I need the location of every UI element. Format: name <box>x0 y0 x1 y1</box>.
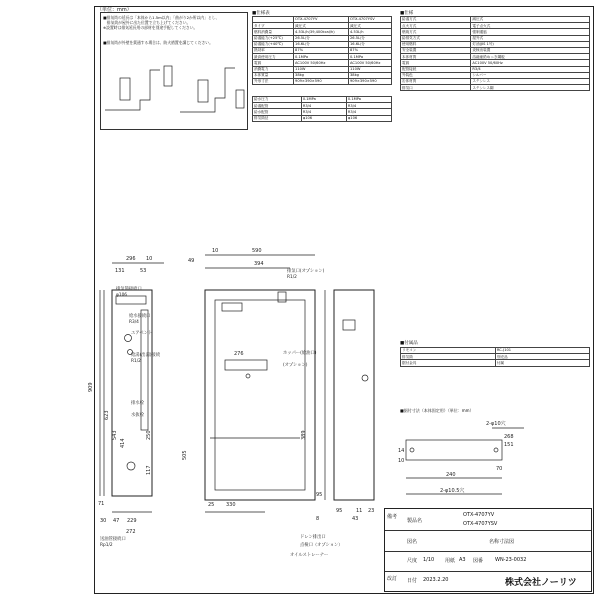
spec-value: 87% <box>294 47 349 53</box>
spec-value: RC-J101 <box>495 348 589 354</box>
tb-side-top: 備考 <box>387 514 398 520</box>
spec-label: 排気筒 <box>401 354 496 360</box>
chimney-sketch-left <box>164 66 172 86</box>
spec-value: 4.53L/h(39,400kcal/h) <box>294 29 349 35</box>
tb-row2-label: 図名 <box>407 539 418 545</box>
title-block <box>384 508 592 592</box>
dim-505: 505 <box>182 450 188 460</box>
dim-2-10: 2-φ10穴 <box>486 421 506 427</box>
rear-panel <box>343 320 355 330</box>
side-cover <box>225 360 267 370</box>
tb-date-label: 日付 <box>407 578 418 584</box>
spec-value: 26.5L/分 <box>349 35 392 41</box>
spec-value: ステンレス <box>471 78 590 84</box>
spec-value: 減圧式 <box>471 17 590 23</box>
callout-oil-size: Rp1/2 <box>100 543 113 548</box>
spec-value: 110W <box>349 66 392 72</box>
spec-value: 38kg <box>349 72 392 78</box>
dim-71: 71 <box>98 501 105 507</box>
spec-value: 0.1MPa <box>301 97 346 103</box>
dim-240: 240 <box>446 472 456 478</box>
dim-11: 11 <box>356 508 363 514</box>
tb-row1-label: 製品名 <box>407 518 423 524</box>
rear-fitting <box>362 375 368 381</box>
callout-drain2: 水抜栓 <box>131 413 144 418</box>
dim-43: 43 <box>352 516 359 522</box>
spec-label: 配管接続 <box>401 66 471 72</box>
unit-sketch-left <box>120 78 130 100</box>
spec-label: 最高使用圧力 <box>253 54 294 60</box>
dim-229: 229 <box>127 518 137 524</box>
dim-590: 590 <box>252 248 262 254</box>
callout-hot-out: 給湯(出湯)接続 <box>131 353 161 358</box>
dim-394: 394 <box>254 261 264 267</box>
dim-70: 70 <box>496 466 503 472</box>
spec-value: 0.1MPa <box>346 97 391 103</box>
rear-body <box>334 290 374 500</box>
dim-8: 8 <box>316 516 320 522</box>
spec-value: シルバー <box>471 72 590 78</box>
spec-value: φ106 <box>301 115 346 121</box>
spec-value: 電子点火式 <box>471 23 590 29</box>
tb-size-label: 用紙 <box>445 558 456 564</box>
spec-label: 消費電力 <box>253 66 294 72</box>
spec-value: 4.53L/h <box>349 29 392 35</box>
spec-label: タイプ <box>253 23 294 29</box>
spec-value: R3/4 <box>301 109 346 115</box>
spec-value: 減圧式 <box>294 23 349 29</box>
spec-label: 給湯方式 <box>401 17 471 23</box>
spec-value: AC100V 50/60Hz <box>349 60 392 66</box>
dim-151: 151 <box>504 442 514 448</box>
dim-272: 272 <box>126 529 136 535</box>
base-plan <box>406 440 502 460</box>
dim-10b: 10 <box>212 248 219 254</box>
note-line-2: 排気筒が屋外に出た位置で立ち上げてください。 <box>103 20 191 25</box>
spec-value: AC100V 50/60Hz <box>294 60 349 66</box>
dim-276: 276 <box>234 351 244 357</box>
spec-value: 灯油(JIS 1号) <box>471 41 590 47</box>
callout-oil-strainer: オイルストレーナー <box>290 553 329 558</box>
spec-value: R3/4 <box>346 109 391 115</box>
spec-value: R3/4 <box>471 66 590 72</box>
spec-value: 0.1MPa <box>349 54 392 60</box>
spec-value: 溶融亜鉛めっき鋼板 <box>471 54 590 60</box>
dim-23: 23 <box>368 508 375 514</box>
spec-label: 給湯能力(+25℃) <box>253 35 294 41</box>
spec-value: 16.6L/分 <box>349 41 392 47</box>
pipe-sketch-left <box>105 70 160 110</box>
dim-268: 268 <box>504 434 514 440</box>
tb-date-value: 2023.2.20 <box>423 577 449 583</box>
side-top-fitting <box>222 303 242 311</box>
spec-label: 本体質量 <box>253 72 294 78</box>
dim-14: 14 <box>398 448 405 454</box>
dim-95b: 95 <box>336 508 343 514</box>
dim-30: 30 <box>100 518 107 524</box>
company-name: 株式会社ノーリツ <box>505 578 577 588</box>
spec-value: φ106 <box>346 115 391 121</box>
dim-47: 47 <box>113 518 120 524</box>
spec-value: R3/4 <box>346 103 391 109</box>
base-section-title: ■据付寸法（本体固定用）（単位：mm） <box>400 408 474 413</box>
spec-label: 給湯配管 <box>253 103 302 109</box>
dim-296: 296 <box>126 256 136 262</box>
spec-label: 電源 <box>253 60 294 66</box>
callout-hopper: ホッパー(給油口) <box>283 351 317 356</box>
spec-value: 909×390×590 <box>349 78 392 84</box>
dim-909: 909 <box>88 382 94 392</box>
note-line-1: ■排気筒の延長は「本体から1.5m以内」「曲がり2か所以内」とし、 <box>103 15 220 20</box>
spec-label: 給排気方式 <box>401 35 471 41</box>
callout-hopper-note: (オプション) <box>283 363 308 368</box>
spec-label: 電源 <box>401 60 471 66</box>
spec-label: 給水配管 <box>253 109 302 115</box>
tb-scale-value: 1/10 <box>423 557 435 563</box>
callout-drain-bottom: ドレン排出口 <box>300 535 326 540</box>
spec-label: 点火方式 <box>401 23 471 29</box>
callout-exhaust-top: 排気筒接続口 <box>116 287 142 292</box>
spec-value: 110W <box>294 66 349 72</box>
tb-side-bot: 改訂 <box>387 576 398 582</box>
dim-131: 131 <box>115 268 125 274</box>
side-hopper <box>278 292 286 302</box>
spec-label: 使用燃料 <box>401 41 471 47</box>
spec-model-1: OTX-4707YV <box>294 17 349 23</box>
spec-label: 燃焼方式 <box>401 29 471 35</box>
dim-53: 53 <box>140 268 147 274</box>
spec-value: 屋外式 <box>471 35 590 41</box>
side-body <box>205 290 315 500</box>
spec-value: 別売品 <box>495 354 589 360</box>
spec-label: 排気口 <box>401 85 471 91</box>
spec-value: 減圧式 <box>349 23 392 29</box>
spec-value: 909×390×590 <box>294 78 349 84</box>
callout-hot-out-size: R1/2 <box>131 359 141 364</box>
spec-label: 給水圧力 <box>253 97 302 103</box>
dim-95: 95 <box>316 492 323 498</box>
callout-oil-in: 送油管接続口 <box>100 537 126 542</box>
spec-label: 給湯能力(+40℃) <box>253 41 294 47</box>
spec-label: 据付金具 <box>401 360 496 366</box>
title-divider-3 <box>385 571 591 572</box>
right-spec-title: ■仕様 <box>400 11 414 16</box>
spec-value: AC100V 50/60Hz <box>471 60 590 66</box>
callout-exhaust-mid: 排気口(オプション) <box>287 269 325 274</box>
spec-label: 排気筒径 <box>253 115 302 121</box>
spec-value: 0.1MPa <box>294 54 349 60</box>
dim-2-410: 2-φ10.5穴 <box>440 488 465 494</box>
spec-value: 16.6L/分 <box>294 41 349 47</box>
dim-389: 389 <box>301 430 307 440</box>
callout-supply-size: R3/4 <box>129 320 139 325</box>
front-fitting-3 <box>127 462 135 470</box>
dim-49: 49 <box>188 258 195 264</box>
spec-label: 外装色 <box>401 72 471 78</box>
dim-10c: 10 <box>398 458 405 464</box>
spec-label: リモコン <box>401 348 496 354</box>
front-side-pipe <box>141 310 148 430</box>
callout-drain: 排水栓 <box>131 401 144 406</box>
spec-label: 本体材質 <box>401 54 471 60</box>
spec-value: 炎検出装置 <box>471 47 590 53</box>
unit-label: （単位：mm） <box>97 7 132 13</box>
dim-25: 25 <box>208 502 215 508</box>
chimney-sketch-right <box>236 90 244 108</box>
tb-model-1: OTX-4707YV <box>463 512 495 518</box>
spec-value: 87% <box>349 47 392 53</box>
base-hole-1 <box>410 448 414 452</box>
dim-543: 543 <box>112 430 118 440</box>
spec-label: 安全装置 <box>401 47 471 53</box>
tb-scale-label: 尺度 <box>407 558 418 564</box>
callout-exhaust-size: φ106 <box>116 293 128 298</box>
tb-drawing-no-label: 図番 <box>473 558 484 564</box>
spec-label: 燃料消費量 <box>253 29 294 35</box>
title-divider-2 <box>385 551 591 552</box>
dim-117: 117 <box>146 465 152 475</box>
callout-service-cover: 点検口（オプション） <box>300 543 343 548</box>
callout-air-vent: エアベント <box>131 331 153 336</box>
dim-330: 330 <box>226 502 236 508</box>
dim-623: 623 <box>104 410 110 420</box>
spec-value: 26.5L/分 <box>294 35 349 41</box>
spec-value: 38kg <box>294 72 349 78</box>
spec-value: 強制通風 <box>471 29 590 35</box>
spec-value: R3/4 <box>301 103 346 109</box>
callout-exhaust-mid-size: R1/2 <box>287 275 297 280</box>
side-fitting <box>246 374 250 378</box>
spec-label: 熱効率 <box>253 47 294 53</box>
note-line-4: ■排気筒が外壁を貫通する場合は、防火措置を講じてください。 <box>103 40 213 45</box>
spec-label: 外形寸法 <box>253 78 294 84</box>
dim-414: 414 <box>120 438 126 448</box>
tb-drawing-name: 名称寸法図 <box>489 539 515 545</box>
spec-value: ステンレス鋼 <box>471 85 590 91</box>
spec-value: 付属 <box>495 360 589 366</box>
dim-250: 250 <box>146 430 152 440</box>
title-divider-1 <box>385 530 591 531</box>
spec-model-2: OTX-4707YSV <box>349 17 392 23</box>
pipe-sketch-right <box>180 68 235 112</box>
tb-size-value: A3 <box>459 557 466 563</box>
spec-section-title: ■仕様表 <box>252 11 270 16</box>
side-inner <box>215 300 305 490</box>
callout-supply-pipe: 給水接続口 <box>129 314 151 319</box>
dim-10a: 10 <box>146 256 153 262</box>
tb-model-2: OTX-4707YSV <box>463 521 498 527</box>
spec-label: 缶体材質 <box>401 78 471 84</box>
base-hole-2 <box>494 448 498 452</box>
unit-sketch-right <box>198 80 208 102</box>
accessory-title: ■付属品 <box>400 341 418 346</box>
tb-drawing-no: WN-23-0032 <box>495 557 527 563</box>
note-line-3: ※設置時は排気延長用の部材を別途手配してください。 <box>103 25 198 30</box>
